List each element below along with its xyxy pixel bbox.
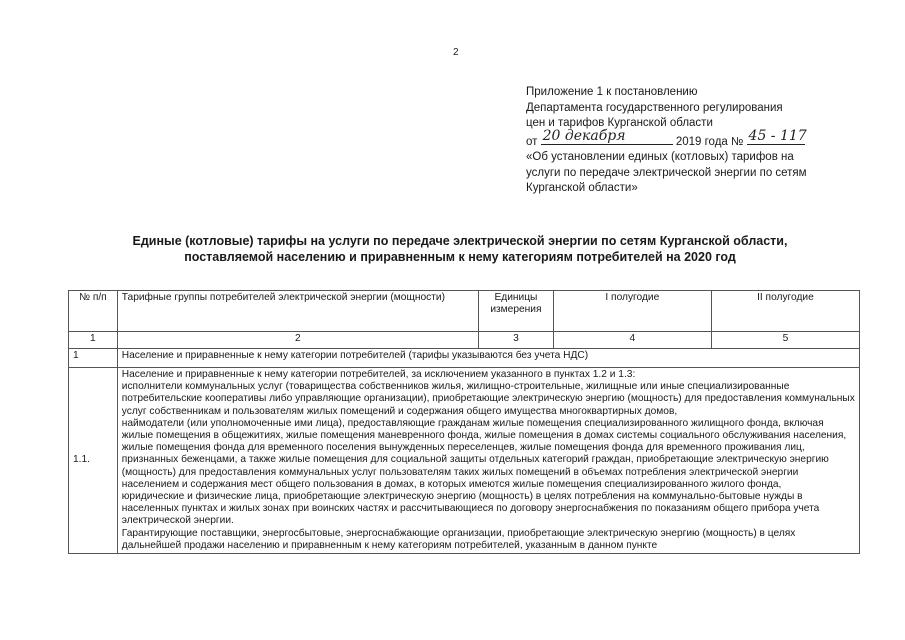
document-title xyxy=(60,233,860,265)
column-number-row xyxy=(69,332,860,349)
header-first-half: I полугодие xyxy=(553,291,711,332)
row-paragraph: Население и приравненные к нему категории потребителей, за исключением указанного в пунктах 1.2 и 1.3: xyxy=(121,369,636,380)
table-row xyxy=(69,349,860,368)
table-row xyxy=(69,368,860,554)
appendix-line: цен и тарифов Курганской области xyxy=(526,117,713,129)
row-paragraph: юридические и физические лица, приобретающие электрическую энергию (мощность) в целях потребления на коммунально-бытовые нужды в населенных пунктах и жилых зонах при воинских частях и рассчитывающиеся по договору энергоснабжения по показаниям общего прибора учета электрической энергии. xyxy=(121,491,820,527)
header-num: № п/п xyxy=(69,291,118,332)
handwritten-number: 45 - 117 xyxy=(748,128,807,144)
title-line: Единые (котловые) тарифы на услуги по передаче электрической энергии по сетям Курганской области, xyxy=(132,234,788,248)
date-prefix: от xyxy=(526,135,538,148)
page-number: 2 xyxy=(453,47,459,58)
appendix-block xyxy=(526,85,866,197)
row-text: Население и приравненные к нему категории потребителей (тарифы указываются без учета НДС) xyxy=(117,349,859,368)
handwritten-date: 20 декабря xyxy=(542,128,626,144)
table-header-row xyxy=(69,291,860,332)
row-number: 1.1. xyxy=(69,368,118,554)
number-blank xyxy=(747,128,807,145)
appendix-subject-line: Курганской области» xyxy=(526,182,638,194)
year-text: 2019 года № xyxy=(675,135,744,148)
row-text xyxy=(117,368,859,554)
header-second-half: II полугодие xyxy=(711,291,859,332)
appendix-line: Департамента государственного регулирования xyxy=(526,101,783,114)
column-number: 2 xyxy=(117,332,478,349)
appendix-subject-line: «Об установлении единых (котловых) тарифов на xyxy=(526,151,794,163)
title-line: поставляемой населению и приравненным к нему категориям потребителей на 2020 год xyxy=(184,250,736,264)
row-paragraph: Гарантирующие поставщики, энергосбытовые, энергоснабжающие организации, приобретающие электрическую энергию (мощность) в целях дальнейшей продажи населению и приравненным к нему категориям потребителей, указанным в данном пункте xyxy=(121,527,796,551)
appendix-line: Приложение 1 к постановлению xyxy=(526,86,698,98)
column-number: 1 xyxy=(69,332,118,349)
column-number: 4 xyxy=(553,332,711,349)
header-units: Единицы измерения xyxy=(479,291,554,332)
row-paragraph: исполнители коммунальных услуг (товарищества собственников жилья, жилищно-строительные, жилищные или иные специализированные потребительские кооперативы либо управляющие организации), приобретающие электрическую энергию (мощность) для предоставления коммунальных услуг собственникам и пользователям жилых помещений и содержания общего имущества многоквартирных домов, xyxy=(121,381,855,417)
column-number: 5 xyxy=(711,332,859,349)
row-number: 1 xyxy=(69,349,118,368)
date-blank xyxy=(541,128,673,145)
appendix-date-line xyxy=(526,128,866,151)
column-number: 3 xyxy=(479,332,554,349)
appendix-subject-line: услуги по передаче электрической энергии по сетям xyxy=(526,166,807,179)
row-paragraph: наймодатели (или уполномоченные ими лица), предоставляющие гражданам жилые помещения специализированного жилищного фонда, включая жилые помещения в общежитиях, жилые помещения маневренного фонда, жилые помещения в домах системы социального обслуживания населения, жилые помещения фонда для временного поселения вынужденных переселенцев, жилые помещения фонда для временного проживания лиц, признанных беженцами, а также жилые помещения для социальной защиты отдельных категорий граждан, приобретающие электрическую энергию (мощность) для предоставления коммунальных услуг пользователям таких жилых помещений в объемах потребления электрической энергии населением и содержания мест общего пользования в домах, в которых имеются жилые помещения специализированного жилого фонда, xyxy=(121,417,847,490)
header-groups: Тарифные группы потребителей электрической энергии (мощности) xyxy=(117,291,478,332)
tariff-table xyxy=(68,290,860,554)
